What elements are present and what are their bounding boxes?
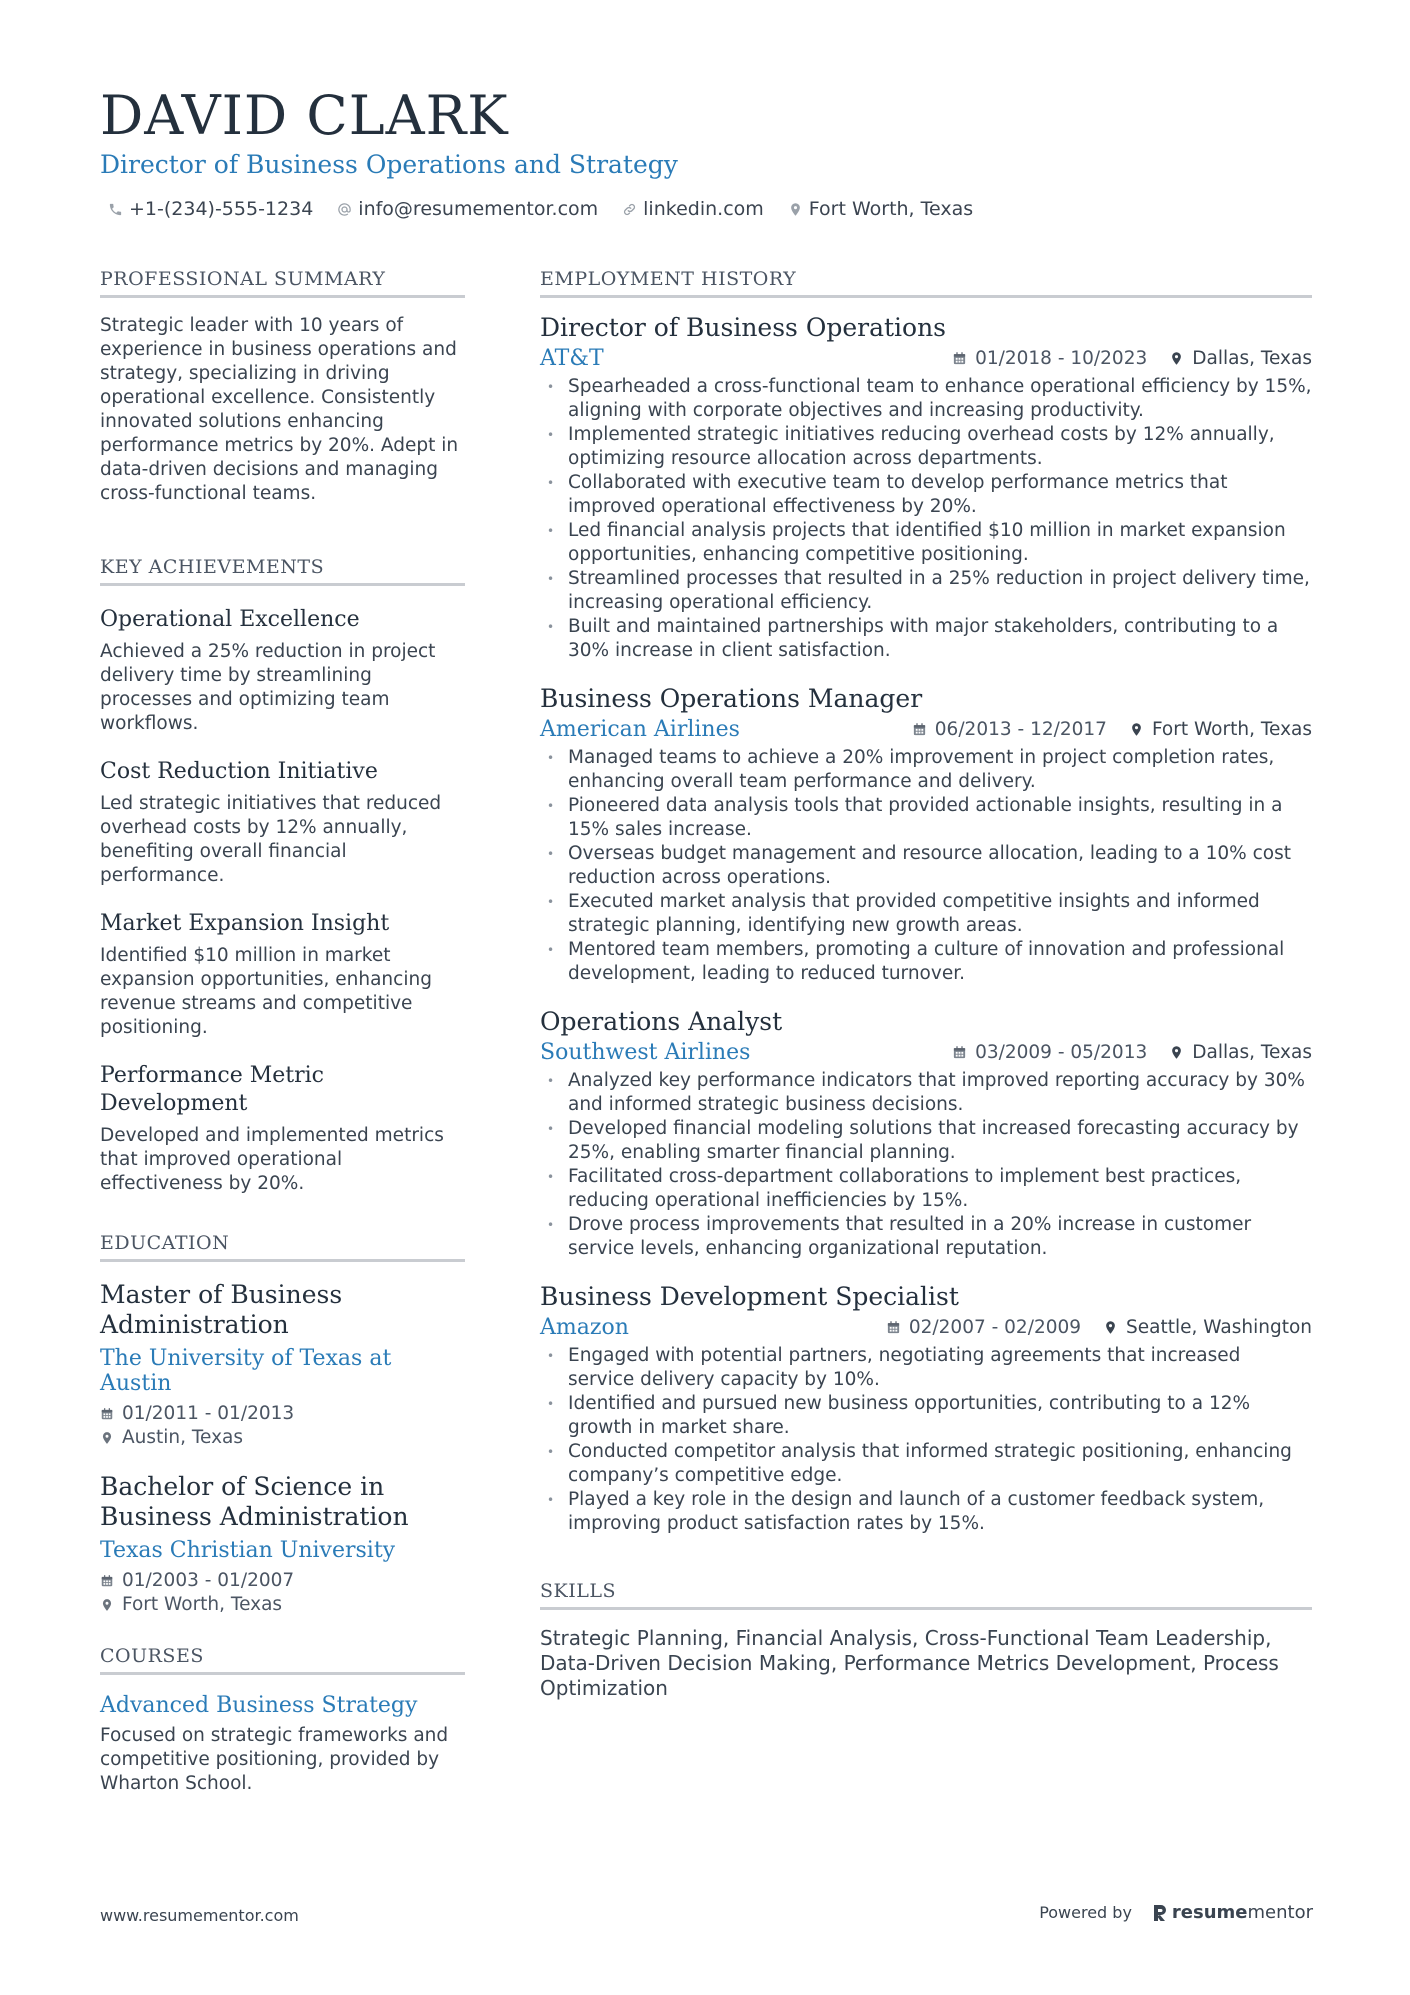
job-location-text: Seattle, Washington (1126, 1317, 1312, 1338)
contact-email[interactable] (337, 198, 598, 220)
contact-linkedin[interactable] (622, 198, 764, 220)
education-dates (100, 1402, 465, 1426)
job-title: Operations Analyst (540, 1007, 783, 1036)
education-degree: Bachelor of Science in Business Administration (100, 1472, 409, 1531)
education-item (100, 1472, 465, 1617)
education-degree: Master of Business Administration (100, 1280, 343, 1339)
brand-rest: mentor (1247, 1902, 1313, 1923)
powered-by-label: Powered by (1039, 1903, 1132, 1922)
job-dates-text: 03/2009 - 05/2013 (975, 1042, 1148, 1063)
job-dates (952, 348, 1147, 369)
job-bullet: • Facilitated cross-department collaborations to implement best practices, reducing operational inefficiencies by 15%. (540, 1165, 1312, 1213)
job-bullet: • Identified and pursued new business opportunities, contributing to a 12% growth in market share. (540, 1392, 1312, 1440)
map-pin-icon (100, 1598, 114, 1612)
map-pin-icon (1169, 1045, 1184, 1060)
job-bullet: • Built and maintained partnerships with major stakeholders, contributing to a 30% increase in client satisfaction. (540, 615, 1312, 663)
course-item (100, 1693, 465, 1796)
job-entry (540, 683, 1312, 986)
job-company: Amazon (540, 1315, 629, 1340)
job-bullets (540, 1069, 1312, 1261)
achievements-section (100, 556, 465, 1196)
job-bullet: • Drove process improvements that resulted in a 20% increase in customer service levels, enhancing organizational reputation. (540, 1213, 1312, 1261)
map-pin-icon (100, 1431, 114, 1445)
achievement-text: Developed and implemented metrics that improved operational effectiveness by 20%. (100, 1125, 444, 1194)
job-location (1169, 1042, 1312, 1063)
job-entry (540, 1006, 1312, 1261)
achievement-text: Identified $10 million in market expansion opportunities, enhancing revenue streams and competitive positioning. (100, 945, 432, 1038)
achievement-item (100, 910, 465, 1040)
summary-heading: PROFESSIONAL SUMMARY (100, 268, 465, 298)
brand-bold: resume (1171, 1902, 1248, 1923)
education-dates (100, 1569, 465, 1593)
job-bullets (540, 746, 1312, 986)
education-heading: EDUCATION (100, 1232, 465, 1262)
achievement-item (100, 606, 465, 736)
linkedin-text: linkedin.com (643, 198, 764, 220)
education-school: Texas Christian University (100, 1538, 396, 1563)
map-pin-icon (788, 202, 803, 217)
calendar-icon (952, 351, 967, 366)
footer-website[interactable]: www.resumementor.com (100, 1906, 299, 1925)
job-title: Director of Business Operations (540, 313, 947, 342)
job-meta (886, 1317, 1312, 1338)
job-dates-text: 02/2007 - 02/2009 (908, 1317, 1082, 1338)
candidate-title: Director of Business Operations and Strategy (100, 150, 678, 179)
candidate-name: DAVID CLARK (100, 84, 509, 147)
job-dates-text: 06/2013 - 12/2017 (934, 719, 1107, 740)
skills-text: Strategic Planning, Financial Analysis, Cross-Functional Team Leadership, Data-Driven Decision Making, Performance Metrics Development, Process Optimization (540, 1626, 1279, 1700)
education-location-text: Austin, Texas (122, 1427, 244, 1448)
phone-icon (108, 202, 123, 217)
calendar-icon (100, 1407, 114, 1421)
phone-text: +1-(234)-555-1234 (129, 198, 314, 220)
job-bullet: • Executed market analysis that provided competitive insights and informed strategic planning, identifying new growth areas. (540, 890, 1312, 938)
skills-heading: SKILLS (540, 1580, 1312, 1610)
education-section (100, 1232, 465, 1617)
skills-section (540, 1580, 1312, 1701)
job-entry (540, 312, 1312, 663)
map-pin-icon (1103, 1320, 1118, 1335)
calendar-icon (952, 1045, 967, 1060)
employment-section (540, 268, 1312, 1536)
course-title: Advanced Business Strategy (100, 1693, 418, 1718)
job-company: AT&T (540, 346, 604, 371)
job-location (1169, 348, 1312, 369)
achievement-title: Operational Excellence (100, 607, 360, 632)
job-bullet: • Implemented strategic initiatives reducing overhead costs by 12% annually, optimizing resource allocation across departments. (540, 423, 1312, 471)
job-bullet: • Analyzed key performance indicators that improved reporting accuracy by 30% and informed strategic business decisions. (540, 1069, 1312, 1117)
calendar-icon (912, 722, 927, 737)
achievement-text: Achieved a 25% reduction in project delivery time by streamlining processes and optimizing team workflows. (100, 641, 436, 734)
job-meta (952, 348, 1312, 369)
education-location (100, 1593, 465, 1617)
email-text: info@resumementor.com (358, 198, 599, 220)
link-icon (622, 202, 637, 217)
education-school: The University of Texas at Austin (100, 1346, 392, 1396)
courses-section (100, 1645, 465, 1796)
job-row (540, 717, 1312, 742)
calendar-icon (886, 1320, 901, 1335)
job-bullet: • Managed teams to achieve a 20% improvement in project completion rates, enhancing overall team performance and delivery. (540, 746, 1312, 794)
achievement-item (100, 758, 465, 888)
job-bullet: • Overseas budget management and resource allocation, leading to a 10% cost reduction across operations. (540, 842, 1312, 890)
job-location (1129, 719, 1312, 740)
job-entry (540, 1281, 1312, 1536)
job-meta (952, 1042, 1312, 1063)
job-dates-text: 01/2018 - 10/2023 (975, 348, 1148, 369)
job-bullets (540, 1344, 1312, 1536)
course-text: Focused on strategic frameworks and competitive positioning, provided by Wharton School. (100, 1725, 449, 1794)
map-pin-icon (1129, 722, 1144, 737)
education-location-text: Fort Worth, Texas (122, 1594, 283, 1615)
education-dates-text: 01/2011 - 01/2013 (122, 1403, 295, 1424)
job-dates (952, 1042, 1147, 1063)
job-bullet: • Led financial analysis projects that identified $10 million in market expansion opportunities, enhancing competitive positioning. (540, 519, 1312, 567)
job-company: Southwest Airlines (540, 1040, 751, 1065)
job-dates (886, 1317, 1081, 1338)
job-bullet: • Developed financial modeling solutions that increased forecasting accuracy by 25%, enabling smarter financial planning. (540, 1117, 1312, 1165)
job-bullets (540, 375, 1312, 663)
courses-heading: COURSES (100, 1645, 465, 1675)
right-column (540, 268, 1312, 1701)
education-location (100, 1426, 465, 1450)
job-bullet: • Played a key role in the design and launch of a customer feedback system, improving product satisfaction rates by 15%. (540, 1488, 1312, 1536)
job-bullet: • Mentored team members, promoting a culture of innovation and professional development, leading to reduced turnover. (540, 938, 1312, 986)
achievement-text: Led strategic initiatives that reduced overhead costs by 12% annually, benefiting overall financial performance. (100, 793, 442, 886)
job-location (1103, 1317, 1312, 1338)
location-text: Fort Worth, Texas (808, 198, 974, 220)
job-row (540, 1040, 1312, 1065)
achievements-heading: KEY ACHIEVEMENTS (100, 556, 465, 586)
education-item (100, 1280, 465, 1450)
job-location-text: Fort Worth, Texas (1151, 719, 1312, 740)
employment-heading: EMPLOYMENT HISTORY (540, 268, 1312, 298)
job-bullet: • Streamlined processes that resulted in a 25% reduction in project delivery time, increasing operational efficiency. (540, 567, 1312, 615)
achievement-item (100, 1062, 465, 1196)
summary-section (100, 268, 465, 506)
achievement-title: Cost Reduction Initiative (100, 759, 378, 784)
contact-phone (108, 198, 313, 220)
job-row (540, 346, 1312, 371)
summary-text: Strategic leader with 10 years of experience in business operations and strategy, specializing in driving operational excellence. Consistently innovated solutions enhancing performance metrics by 20%. Adept in data-driven decisions and managing cross-functional teams. (100, 315, 459, 504)
job-title: Business Development Specialist (540, 1282, 959, 1311)
left-column (100, 268, 465, 1796)
job-bullet: • Pioneered data analysis tools that provided actionable insights, resulting in a 15% sales increase. (540, 794, 1312, 842)
achievement-title: Market Expansion Insight (100, 911, 390, 936)
job-row (540, 1315, 1312, 1340)
brand-logo[interactable] (1152, 1902, 1313, 1923)
job-title: Business Operations Manager (540, 684, 923, 713)
job-bullet: • Engaged with potential partners, negotiating agreements that increased service delivery capacity by 10%. (540, 1344, 1312, 1392)
at-icon (337, 202, 352, 217)
job-meta (912, 719, 1312, 740)
calendar-icon (100, 1574, 114, 1588)
education-dates-text: 01/2003 - 01/2007 (122, 1570, 295, 1591)
map-pin-icon (1169, 351, 1184, 366)
job-location-text: Dallas, Texas (1192, 1042, 1312, 1063)
contact-location (788, 198, 973, 220)
job-dates (912, 719, 1107, 740)
job-bullet: • Spearheaded a cross-functional team to enhance operational efficiency by 15%, aligning with corporate objectives and increasing productivity. (540, 375, 1312, 423)
job-bullet: • Collaborated with executive team to develop performance metrics that improved operational effectiveness by 20%. (540, 471, 1312, 519)
job-company: American Airlines (540, 717, 740, 742)
contact-bar (108, 198, 973, 220)
resumementor-logo-icon (1152, 1904, 1168, 1922)
job-location-text: Dallas, Texas (1192, 348, 1312, 369)
footer-brand (1039, 1902, 1313, 1923)
job-bullet: • Conducted competitor analysis that informed strategic positioning, enhancing company’s competitive edge. (540, 1440, 1312, 1488)
achievement-title: Performance Metric Development (100, 1063, 324, 1116)
